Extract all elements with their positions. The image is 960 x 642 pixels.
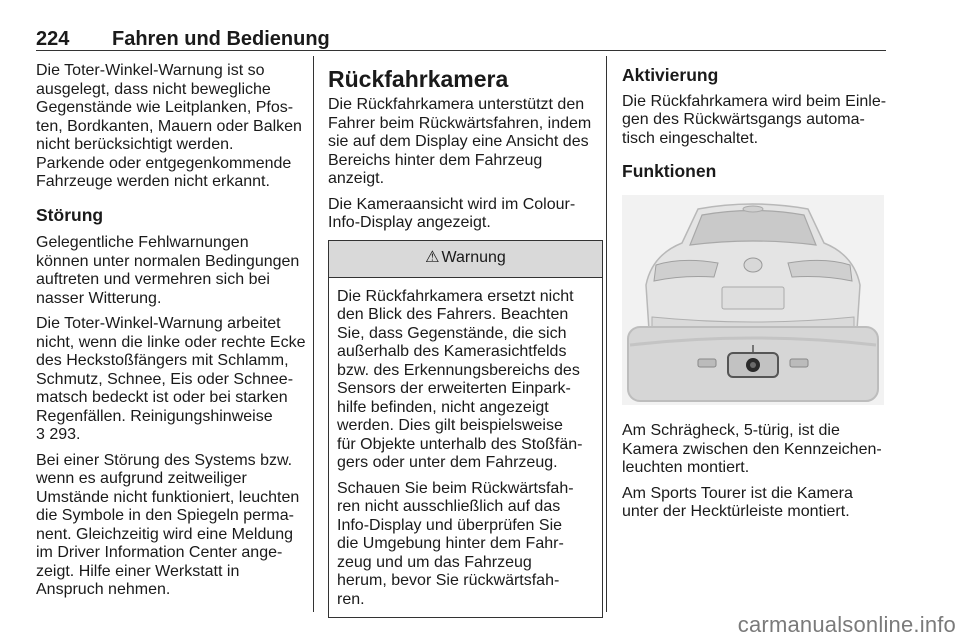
intro-paragraph: Die Toter-Winkel-Warnung ist so ausgelegt, dass nicht bewegliche Gegenstände wie Leitplanken, Pfos- ten, Bordkanten, Mauern oder Balken nicht berücksichtigt werden. Parkende oder entgegenkommende Fahrzeuge werden nicht erkannt.	[36, 62, 302, 190]
paragraph: Die Toter-Winkel-Warnung arbeitet nicht, wenn die linke oder rechte Ecke des Heckstoßfängers mit Schlamm, Schmutz, Schnee, Eis oder Schnee- matsch bedeckt ist oder bei starken Regenfällen. Reinigungshinweise	[36, 315, 306, 425]
paragraph: Bei einer Störung des Systems bzw. wenn es aufgrund zeitweiliger Umstände nicht funktioniert, leuchten die Symbole in den Spiegeln perma- nent. Gleichzeitig wird eine Meldung im Driver Information Center ange- zeigt. Hilfe einer Werkstatt in Anspruch nehmen.	[36, 451, 300, 598]
paragraph: Die Rückfahrkamera wird beim Einle- gen des Rückwärtsgangs automa- tisch eingeschaltet.	[622, 92, 887, 147]
warning-header	[329, 241, 602, 278]
column-divider-left	[313, 56, 314, 612]
watermark: carmanualsonline.info	[737, 612, 956, 637]
paragraph: Die Rückfahrkamera unterstützt den Fahrer beim Rückwärtsfahren, indem sie auf dem Display eine Ansicht des Bereichs hinter dem Fahrzeug anzeigt.	[328, 96, 592, 187]
cross-reference-link[interactable]: 3 293.	[36, 426, 81, 443]
left-column	[36, 62, 306, 607]
section-title-rueckfahrkamera: Rückfahrkamera	[328, 66, 509, 92]
paragraph: Gelegentliche Fehlwarnungen können unter normalen Bedingungen auftreten und vermehren sich bei nasser Witterung.	[36, 234, 300, 307]
car-rear-camera-illustration	[622, 195, 884, 405]
warning-paragraph: Schauen Sie beim Rückwärtsfah- ren nicht ausschließlich auf das Info-Display und überprüfen Sie die Umgebung hinter dem Fahr- zeug und um das Fahrzeug herum, bevor Sie rückwärtsfah- ren.	[337, 479, 574, 608]
warning-body	[329, 278, 602, 618]
column-divider-right	[606, 56, 607, 612]
right-column	[622, 66, 887, 529]
paragraph: Am Sports Tourer ist die Kamera unter der Hecktürleiste montiert.	[622, 484, 853, 520]
warning-label: Warnung	[441, 249, 506, 267]
paragraph: Am Schrägheck, 5-türig, ist die Kamera zwischen den Kennzeichen- leuchten montiert.	[622, 422, 882, 476]
section-heading-aktivierung: Aktivierung	[622, 65, 719, 85]
header-rule	[36, 50, 886, 51]
running-title: Fahren und Bedienung	[112, 28, 330, 50]
page-number: 224	[36, 28, 70, 50]
section-heading-stoerung: Störung	[36, 204, 104, 225]
middle-column	[328, 66, 598, 618]
page-header	[36, 28, 886, 52]
warning-triangle-icon: ⚠	[425, 249, 440, 267]
warning-paragraph: Die Rückfahrkamera ersetzt nicht den Blick des Fahrers. Beachten Sie, dass Gegenstände, die sich außerhalb des Kamerasichtfelds bzw. des Erkennungsbereichs des Sensors der erweiterten Einpark- hilfe befinden, nicht angezeigt werden. Dies gilt beispielsweise für Objekte unterhalb des Stoßfän- gers oder unter dem Fahrzeug.	[337, 287, 583, 471]
paragraph: Die Kameraansicht wird im Colour- Info-Display angezeigt.	[328, 195, 576, 231]
warning-box	[328, 240, 603, 619]
section-heading-funktionen: Funktionen	[622, 161, 717, 181]
